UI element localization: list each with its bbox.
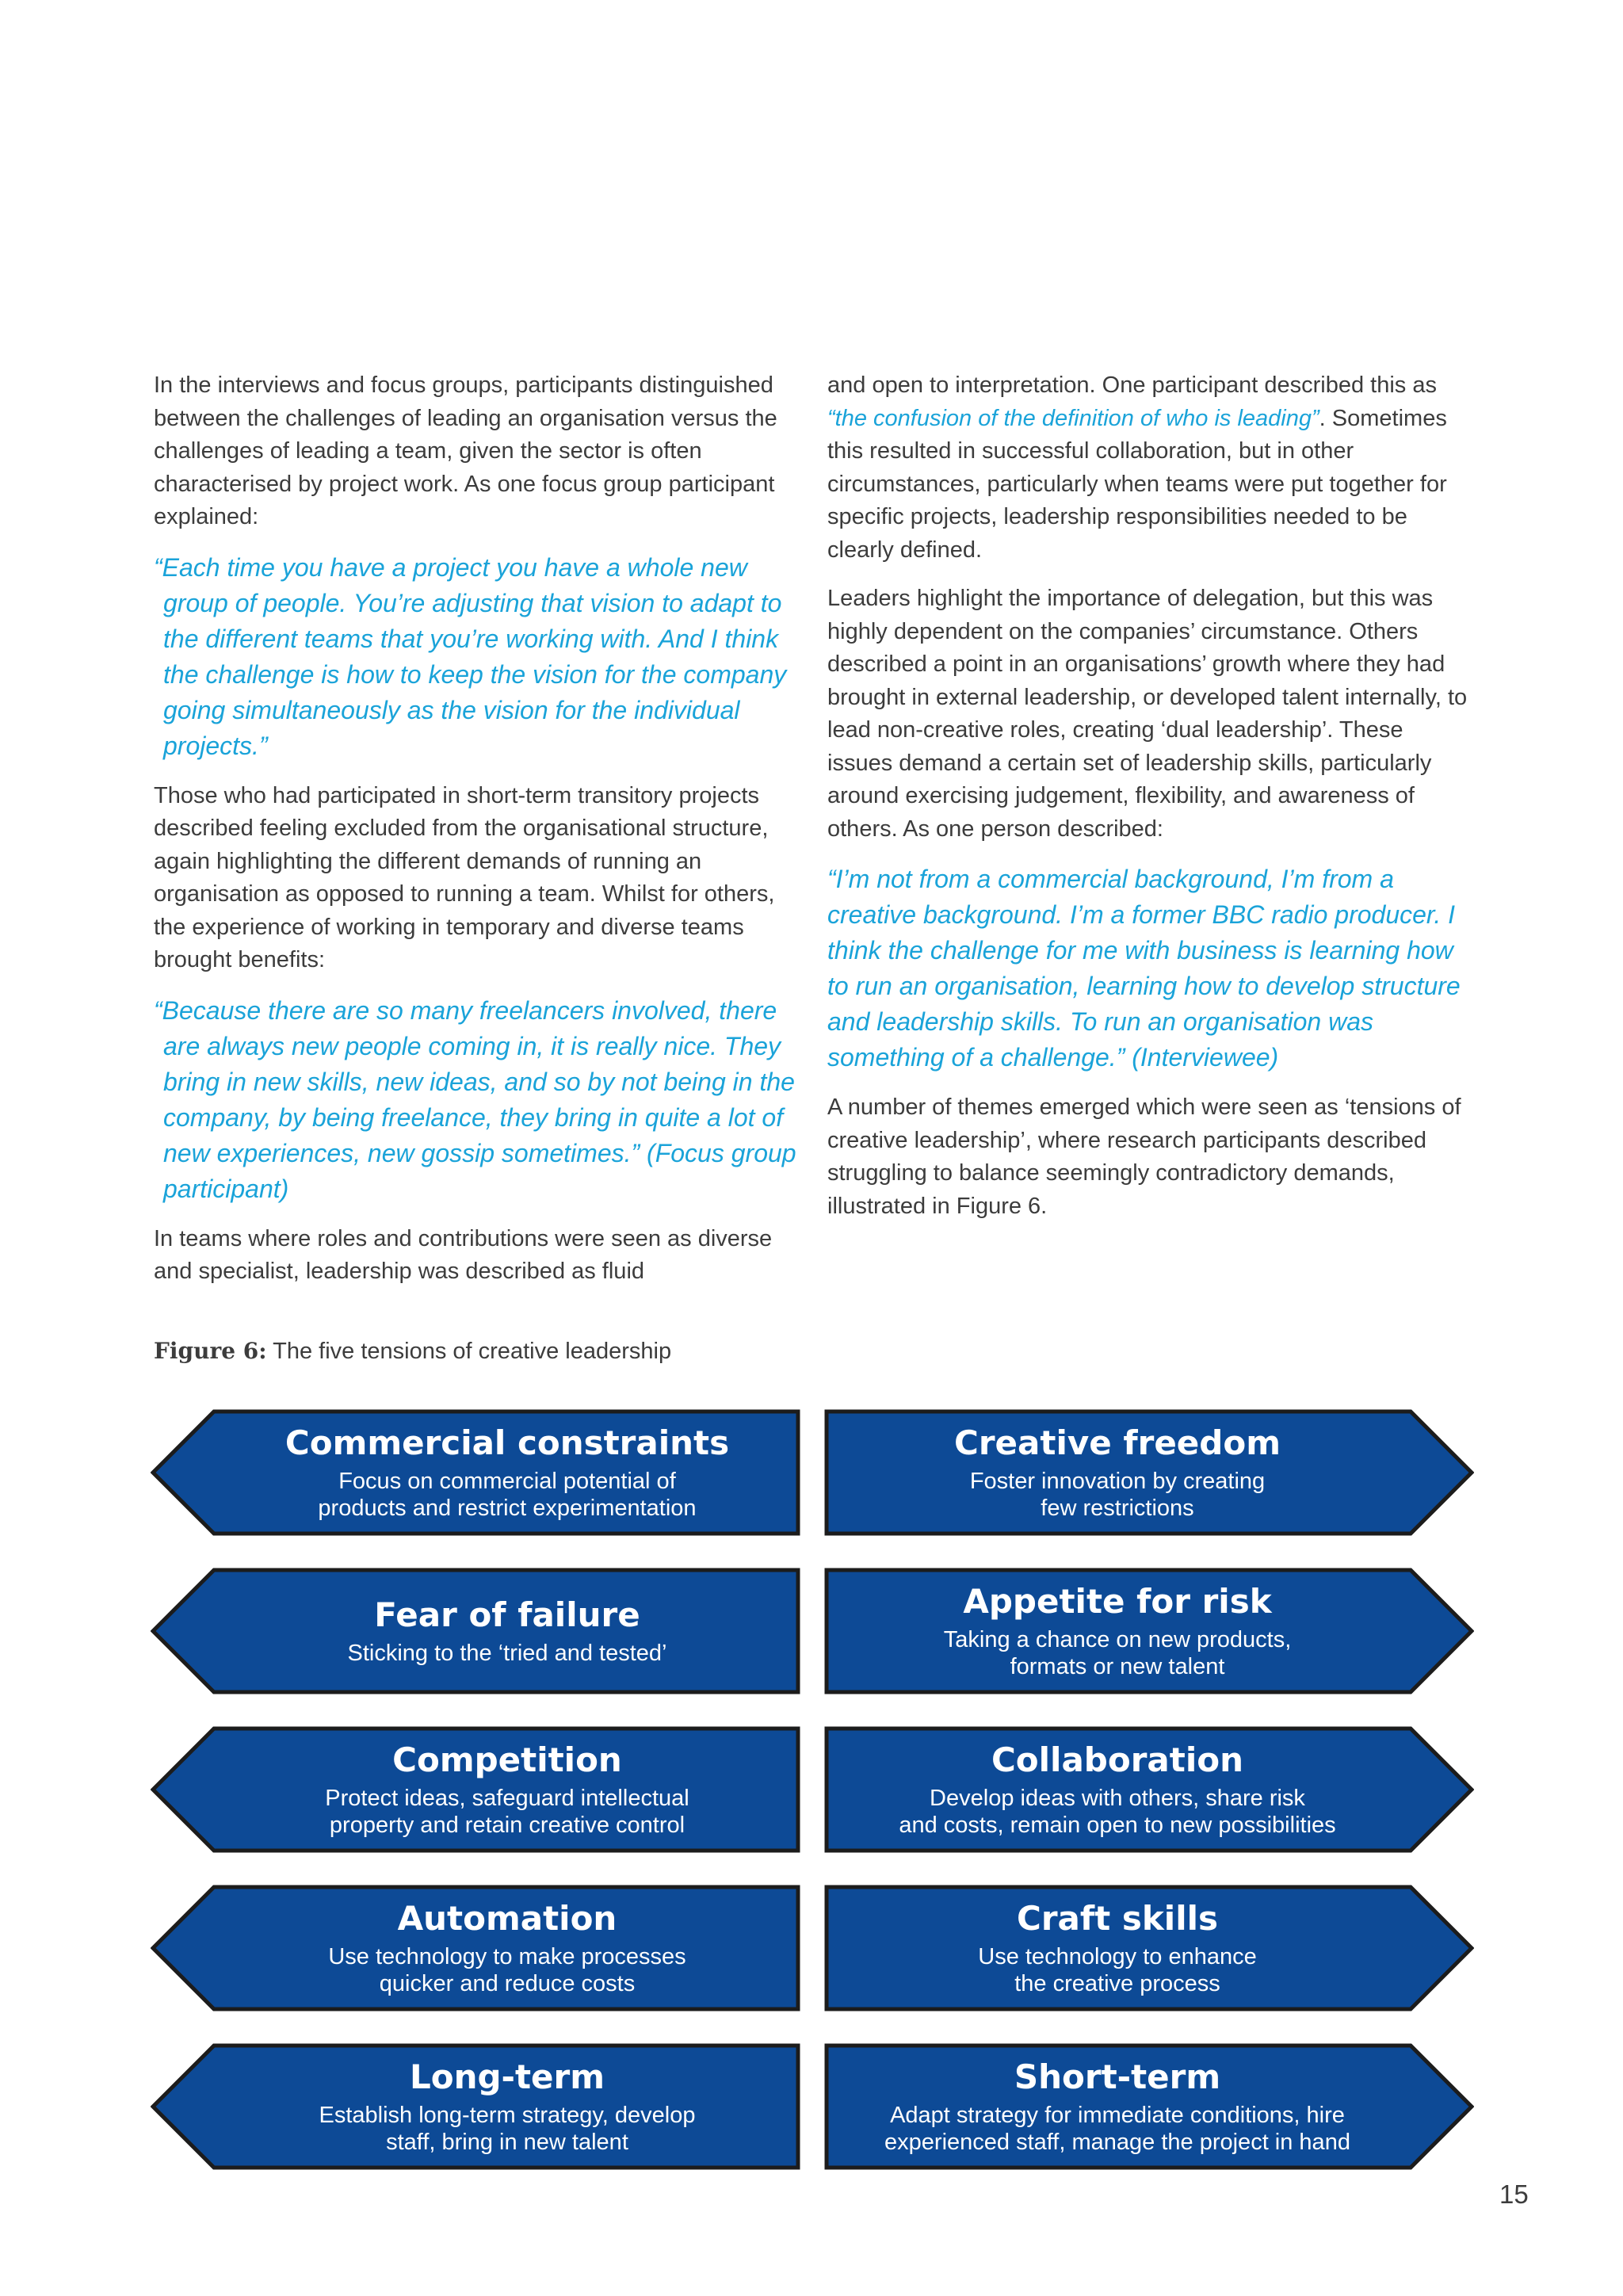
pull-quote: “I’m not from a commercial background, I’m from a creative background. I’m a former BBC radio producer. I think the challenge for me with business is learning how to run an organisation, learning how to develop structure and leadership skills. To run an organisation was something of a challenge.” (Interviewee) — [827, 865, 1461, 1072]
tension-description: Protect ideas, safeguard intellectual property and retain creative control — [325, 1786, 689, 1838]
body-text: and open to interpretation. One participant described this as — [827, 372, 1437, 398]
tension-right-box — [824, 1409, 1474, 1536]
tension-description: Sticking to the ‘tried and tested’ — [347, 1641, 667, 1666]
tension-description: Taking a chance on new products, formats or new talent — [943, 1627, 1292, 1679]
tension-text — [214, 1568, 800, 1694]
tension-text — [824, 1885, 1411, 2011]
tension-text — [214, 1885, 800, 2011]
tension-title: Creative freedom — [954, 1423, 1281, 1462]
tension-left-box — [151, 2043, 800, 2170]
tension-title: Competition — [392, 1740, 622, 1779]
tension-text — [824, 2043, 1411, 2170]
tension-title: Automation — [397, 1899, 617, 1938]
figure-caption-text: The five tensions of creative leadership — [266, 1339, 672, 1364]
pull-quote: “Because there are so many freelancers involved, there are always new people coming in, it is really nice. They bring in new skills, new ideas, and so by not being in the company, by being freelance, they bring in quite a lot of new experiences, new gossip sometimes.” (Focus group participant) — [154, 995, 796, 1203]
body-paragraph — [827, 369, 1471, 567]
tension-text — [214, 1726, 800, 1853]
tension-title: Collaboration — [991, 1740, 1243, 1779]
pull-quote: “Each time you have a project you have a whole new group of people. You’re adjusting that vision to adapt to the different teams that you’re working with. And I think the challenge is how to keep the vision for the company going simultaneously as the vision for the individual projects.” — [154, 552, 787, 760]
body-paragraph: Those who had participated in short-term transitory projects described feeling excluded from the organisational structure, again highlighting the different demands of running an organisation as opposed to running a team. Whilst for others, the experience of working in temporary and diverse teams brought benefits: — [154, 782, 775, 972]
body-paragraph: In teams where roles and contributions were seen as diverse and specialist, leadership was described as fluid — [154, 1225, 773, 1284]
body-paragraph: A number of themes emerged which were seen as ‘tensions of creative leadership’, where research participants described struggling to balance seemingly contradictory demands, illustrated in Figure 6. — [827, 1095, 1461, 1219]
tension-right-box — [824, 2043, 1474, 2170]
tension-text — [214, 2043, 800, 2170]
body-paragraph: Leaders highlight the importance of delegation, but this was highly dependent on the companies’ circumstance. Others described a point in an organisations’ growth where they had brought in external leadership, or developed talent internally, to lead non-creative roles, creating ‘dual leadership’. These issues demand a certain set of leadership skills, particularly around exercising judgement, flexibility, and awareness of others. As one person described: — [827, 586, 1468, 842]
tension-title: Short-term — [1014, 2057, 1221, 2096]
tension-text — [824, 1568, 1411, 1694]
left-column — [154, 369, 797, 1305]
tension-title: Long-term — [409, 2057, 605, 2096]
tension-right-box — [824, 1568, 1474, 1694]
tension-title: Craft skills — [1017, 1899, 1218, 1938]
tension-description: Use technology to enhance the creative process — [978, 1944, 1257, 1996]
tension-left-box — [151, 1409, 800, 1536]
tension-text — [214, 1409, 800, 1536]
tension-description: Foster innovation by creating few restrictions — [969, 1469, 1266, 1521]
tension-text — [824, 1409, 1411, 1536]
tension-right-box — [824, 1726, 1474, 1853]
tension-title: Appetite for risk — [963, 1582, 1272, 1621]
inline-quote: “the confusion of the definition of who is leading” — [827, 405, 1319, 431]
body-paragraph: In the interviews and focus groups, participants distinguished between the challenges of leading an organisation versus the challenges of leading a team, given the sector is often characterised by project work. As one focus group participant explained: — [154, 372, 777, 529]
tension-left-box — [151, 1568, 800, 1694]
figure-label: Figure 6: — [154, 1338, 267, 1364]
tension-description: Adapt strategy for immediate conditions, hire experienced staff, manage the project in hand — [884, 2103, 1350, 2155]
tension-description: Establish long-term strategy, develop staff, bring in new talent — [319, 2103, 696, 2155]
tension-text — [824, 1726, 1411, 1853]
tension-description: Focus on commercial potential of products and restrict experimentation — [318, 1469, 697, 1521]
body-text: . Sometimes this resulted in successful collaboration, but in other circumstances, particularly when teams were put together for specific projects, leadership responsibilities needed to be clearly defined. — [827, 405, 1447, 563]
tension-description: Use technology to make processes quicker and reduce costs — [328, 1944, 686, 1996]
tension-left-box — [151, 1885, 800, 2011]
figure-caption — [154, 1338, 671, 1365]
tension-left-box — [151, 1726, 800, 1853]
tension-title: Commercial constraints — [285, 1423, 730, 1462]
tension-description: Develop ideas with others, share risk and costs, remain open to new possibilities — [899, 1786, 1336, 1838]
tension-title: Fear of failure — [374, 1595, 640, 1634]
tension-right-box — [824, 1885, 1474, 2011]
page-number: 15 — [1499, 2179, 1529, 2209]
right-column — [827, 369, 1471, 1239]
